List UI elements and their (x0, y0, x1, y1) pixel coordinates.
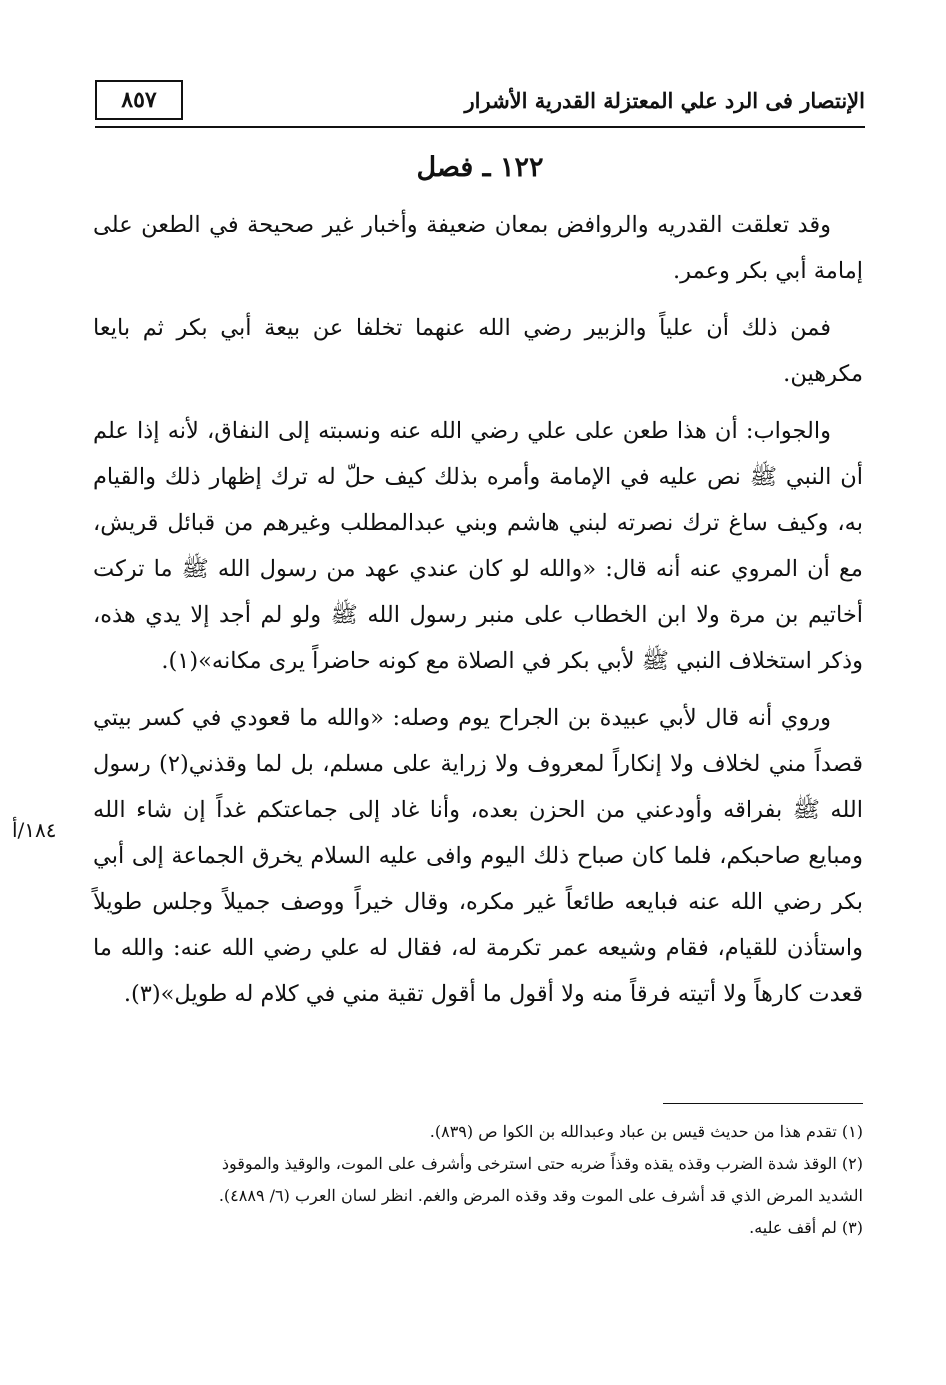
footnote-rule (663, 1103, 863, 1104)
footnote: (١) تقدم هذا من حديث قيس بن عباد وعبدالله بن الكوا ص (٨٣٩). (429, 1122, 863, 1141)
page-number: ٨٥٧ (95, 80, 183, 120)
header-rule (95, 126, 865, 128)
footnote: (٣) لم أقف عليه. (749, 1218, 863, 1237)
footnotes (93, 1116, 863, 1244)
page-header (95, 78, 865, 126)
section-title: ١٢٢ ـ فصل (416, 152, 544, 183)
footnote: (٢) الوقذ شدة الضرب وقذه يقذه وقذاً ضربه حتى استرخى وأشرف على الموت، والوقيذ والموقوذ (221, 1154, 863, 1173)
paragraph: وقد تعلقت القدريه والروافض بمعان ضعيفة وأخبار غير صحيحة في الطعن على إمامة أبي بكر وعمر. (93, 212, 863, 284)
margin-folio-note: ١٨٤/أ (12, 818, 57, 842)
running-title: الإنتصار فى الرد علي المعتزلة القدرية الأشرار (464, 88, 865, 113)
body-text (93, 202, 863, 1028)
paragraph: والجواب: أن هذا طعن على علي رضي الله عنه ونسبته إلى النفاق، لأنه إذا علم أن النبي ﷺ نص عليه في الإمامة وأمره بذلك كيف حلّ له ترك إظهار ذلك والقيام به، وكيف ساغ ترك نصرته لبني هاشم وبني عبدالمطلب وغيرهم من قبائل قريش، مع أن المروي عنه أنه قال: «والله لو كان عندي عهد من رسول الله ﷺ ما تركت أخاتيم بن مرة ولا ابن الخطاب على منبر رسول الله ﷺ ولو لم أجد إلا يدي هذه، وذكر استخلاف النبي ﷺ لأبي بكر في الصلاة مع كونه حاضراً يرى مكانه»(١). (93, 418, 863, 674)
footnote-continued: الشديد المرض الذي قد أشرف على الموت وقد وقذه المرض والغم. انظر لسان العرب (٦/ ٤٨٨٩). (218, 1186, 863, 1205)
paragraph: وروي أنه قال لأبي عبيدة بن الجراح يوم وصله: «والله ما قعودي في كسر بيتي قصداً مني لخلاف ولا إنكاراً لمعروف ولا زراية على مسلم، بل لما وقذني(٢) رسول الله ﷺ بفراقه وأودعني من الحزن بعده، وأنا غاد إلى جماعتكم غداً إن شاء الله ومبايع صاحبكم، فلما كان صباح ذلك اليوم وافى عليه السلام يخرق الجماعة إلى أبي بكر رضي الله عنه فبايعه طائعاً غير مكره، وقال خيراً ووصف جميلاً وجلس طويلاً واستأذن للقيام، فقام وشيعه عمر تكرمة له، فقال له علي رضي الله عنه: والله ما قعدت كارهاً ولا أتيته فرقاً منه ولا أقول ما أقول تقية مني في كلام له طويل»(٣). (93, 705, 864, 1007)
paragraph: فمن ذلك أن علياً والزبير رضي الله عنهما تخلفا عن بيعة أبي بكر ثم بايعا مكرهين. (93, 315, 863, 387)
